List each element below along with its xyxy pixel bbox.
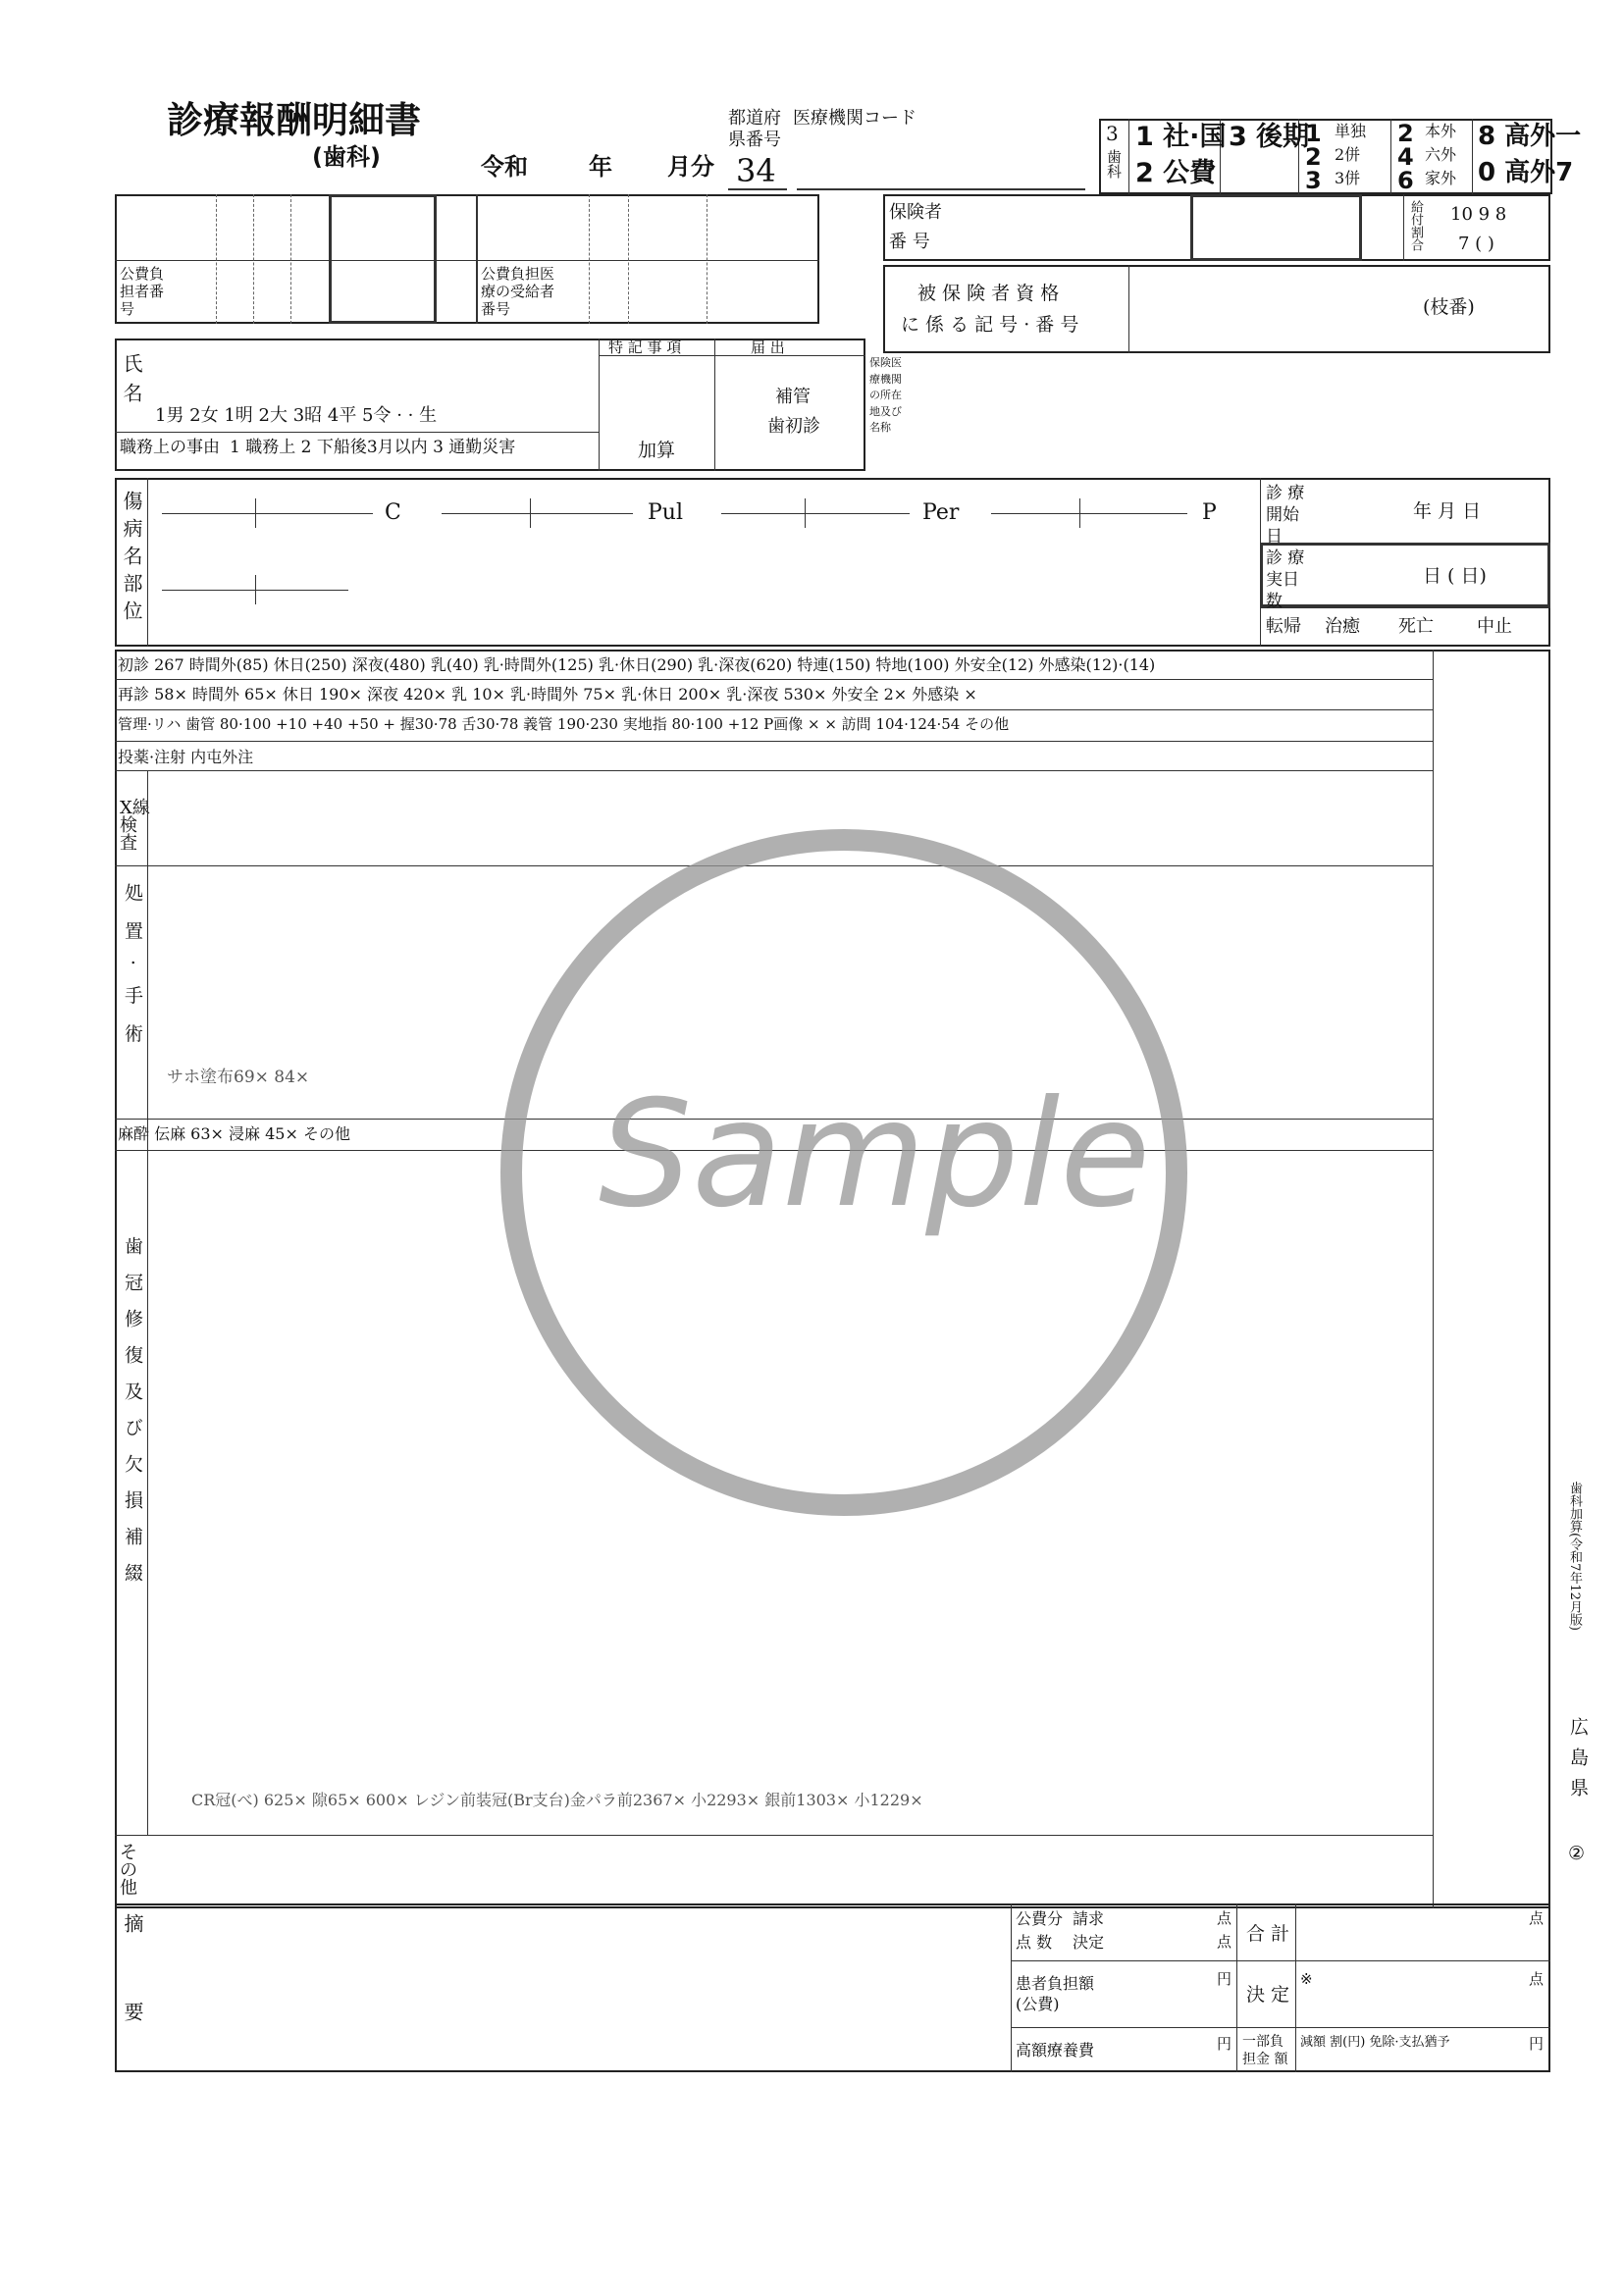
- row-divider: [115, 679, 1433, 680]
- xray-label: X線検査: [120, 798, 150, 854]
- tooth-cross: [255, 498, 256, 528]
- single-label-3: 3併: [1335, 169, 1361, 187]
- claim-label: 請求: [1073, 1909, 1105, 1928]
- tooth-line: [162, 513, 373, 514]
- outpatient-label-2: 六外: [1425, 145, 1457, 164]
- outpatient-3[interactable]: 6: [1397, 167, 1414, 194]
- outpatient-2[interactable]: 4: [1397, 143, 1414, 171]
- prefecture-label-2: 県番号: [728, 130, 781, 150]
- tooth-line: [991, 513, 1187, 514]
- start-date-label: 診 療 開始日: [1266, 484, 1305, 547]
- decision-label: 決定: [1073, 1933, 1105, 1952]
- insurance-option-2[interactable]: 2 公費: [1135, 158, 1217, 188]
- high-cost-label: 高額療養費: [1016, 2041, 1095, 2059]
- divider: [1236, 1903, 1237, 2072]
- divider: [1128, 265, 1129, 353]
- partial-label: 一部負担金 額: [1242, 2034, 1288, 2068]
- era-label: 令和: [481, 153, 528, 181]
- single-label-1: 単独: [1335, 122, 1367, 140]
- single-1[interactable]: 1: [1305, 120, 1322, 147]
- insured-label-2: に 係 る 記 号 · 番 号: [901, 314, 1079, 336]
- divider: [1390, 119, 1391, 194]
- remarks-label: 摘要: [121, 1913, 144, 2090]
- revisit-row[interactable]: 再診 58× 時間外 65× 休日 190× 深夜 420× 乳 10× 乳·時間外 75× 乳·休日 200× 乳·深夜 530× 外安全 2× 外感染 ×: [118, 685, 977, 704]
- location-label: 保険医療機関の所在地及び名称: [869, 356, 902, 434]
- divider: [1011, 1903, 1012, 2072]
- disease-pul[interactable]: Pul: [648, 500, 684, 525]
- divider: [147, 478, 148, 647]
- prefecture-side-label: 広島県: [1567, 1717, 1589, 1808]
- disease-p[interactable]: P: [1202, 500, 1217, 525]
- outcome-healed[interactable]: 治癒: [1325, 616, 1360, 637]
- single-label-2: 2併: [1335, 145, 1361, 164]
- outpatient-label-3: 家外: [1425, 169, 1457, 187]
- row-divider: [115, 1835, 1433, 1836]
- payer-number-field[interactable]: [329, 194, 437, 324]
- tooth-cross: [805, 498, 806, 528]
- public-expense-area: [115, 194, 819, 324]
- disease-per[interactable]: Per: [922, 500, 960, 525]
- patient-burden-label: 患者負担額(公費): [1016, 1974, 1095, 2013]
- recipient-label: 公費負担医療の受給者番号: [481, 265, 555, 318]
- prefecture-underline: [728, 188, 787, 190]
- divider: [589, 194, 590, 324]
- disease-label: 傷病名部位: [120, 491, 143, 628]
- circled-number: ②: [1568, 1843, 1586, 1864]
- payer-label: 公費負担者番号: [120, 265, 165, 318]
- branch-label: (枝番): [1423, 296, 1475, 318]
- institution-code-field[interactable]: [797, 188, 1085, 190]
- remarks-field[interactable]: [147, 1903, 1011, 2072]
- decision-point-unit: 点: [1217, 1933, 1232, 1951]
- outcome-stopped[interactable]: 中止: [1477, 616, 1512, 637]
- outcome-died[interactable]: 死亡: [1398, 616, 1434, 637]
- divider: [216, 194, 217, 324]
- outcome-label: 転帰: [1266, 616, 1301, 637]
- disease-c[interactable]: C: [385, 500, 401, 525]
- single-2[interactable]: 2: [1305, 143, 1322, 171]
- tooth-line: [442, 513, 633, 514]
- row-divider: [115, 770, 1433, 771]
- total-label: 合 計: [1246, 1923, 1290, 1945]
- divider: [714, 339, 715, 471]
- treatment-label: 処置·手術: [122, 883, 143, 1063]
- injection-row[interactable]: 投薬·注射 内屯外注: [118, 748, 254, 766]
- divider: [253, 194, 254, 324]
- divider: [115, 432, 599, 433]
- insurer-label: 保険者: [889, 202, 942, 223]
- treatment-other-items[interactable]: サホ塗布69× 84×: [167, 1068, 310, 1087]
- insured-label: 被 保 険 者 資 格: [917, 283, 1060, 304]
- reduction-label: 減額 割(円) 免除·支払猶予: [1300, 2035, 1450, 2050]
- burden-yen-unit: 円: [1217, 1970, 1232, 1988]
- divider: [1295, 1903, 1296, 2072]
- partial-yen-unit: 円: [1529, 2035, 1545, 2053]
- row-divider: [115, 709, 1433, 710]
- addition-note: 歯科加算(令和7年12月版): [1567, 1482, 1582, 1631]
- sex-birth-options[interactable]: 1男 2女 1明 2大 3昭 4平 5令 · · 生: [155, 405, 438, 426]
- dental-kanji: 歯科: [1105, 149, 1123, 179]
- grid-divider: [147, 770, 148, 1835]
- tooth-cross: [530, 498, 531, 528]
- other-label: その他: [120, 1843, 137, 1899]
- insurer-number-field[interactable]: [1190, 194, 1362, 261]
- dental-code: 3: [1106, 122, 1119, 145]
- elderly-option-1[interactable]: 8 高外一: [1478, 122, 1582, 151]
- year-label: 年: [589, 153, 612, 181]
- occupational-options[interactable]: 1 職務上 2 下船後3月以内 3 通勤災害: [230, 438, 516, 457]
- form-subtitle: (歯科): [312, 143, 381, 171]
- notice-option-1[interactable]: 補管: [775, 387, 811, 407]
- points-label: 点 数: [1016, 1933, 1053, 1952]
- sample-watermark: Sample: [599, 1069, 1151, 1240]
- outpatient-1[interactable]: 2: [1397, 120, 1414, 147]
- divider: [1472, 119, 1473, 194]
- treatment-days-field[interactable]: 日 ( 日): [1423, 565, 1487, 587]
- treatment-days-label: 診 療 実日数: [1266, 548, 1305, 612]
- start-date-field[interactable]: 年 月 日: [1413, 500, 1482, 522]
- prefecture-number: 34: [736, 152, 776, 189]
- divider: [1011, 2027, 1550, 2028]
- month-label: 月分: [667, 153, 714, 181]
- divider: [115, 260, 819, 261]
- benefit-other[interactable]: 7 ( ): [1458, 234, 1494, 254]
- single-3[interactable]: 3: [1305, 167, 1322, 194]
- decision2-label: 決 定: [1246, 1984, 1290, 2006]
- divider: [1128, 119, 1129, 194]
- prefecture-label: 都道府: [728, 108, 781, 129]
- addition-label: 加算: [638, 440, 676, 461]
- patient-name-field[interactable]: [149, 343, 596, 402]
- claim-point-unit: 点: [1217, 1909, 1232, 1927]
- tooth-cross: [1079, 498, 1080, 528]
- notice-label: 届 出: [751, 339, 785, 356]
- benefit-ratio-label: 給付割合: [1408, 200, 1423, 251]
- crown-label: 歯冠修復及び欠損補綴: [122, 1236, 143, 1599]
- occupational-label: 職務上の事由: [120, 438, 220, 457]
- row-divider: [115, 741, 1433, 742]
- divider: [1403, 194, 1404, 261]
- special-label: 特 記 事 項: [608, 339, 682, 356]
- divider: [599, 339, 600, 471]
- high-cost-yen-unit: 円: [1217, 2035, 1232, 2053]
- notice-option-2[interactable]: 歯初診: [767, 416, 820, 437]
- tooth-cross: [255, 575, 256, 604]
- form-title: 診療報酬明細書: [167, 99, 421, 141]
- divider: [628, 194, 629, 324]
- initial-visit-row[interactable]: 初診 267 時間外(85) 休日(250) 深夜(480) 乳(40) 乳·時間外(125) 乳·休日(290) 乳·深夜(620) 特連(150) 特地(100) 外安全(12) 外感染(12)·(14): [118, 655, 1156, 674]
- insurance-option-3[interactable]: 3 後期: [1229, 122, 1310, 152]
- tooth-line: [721, 513, 910, 514]
- public-label: 公費分: [1016, 1909, 1064, 1928]
- insurance-option-1[interactable]: 1 社·国: [1135, 122, 1227, 152]
- divider: [290, 194, 291, 324]
- outpatient-label-1: 本外: [1425, 122, 1457, 140]
- institution-code-label: 医療機関コード: [793, 108, 917, 129]
- other-fee-samples[interactable]: CR冠(べ) 625× 隙65× 600× レジン前装冠(Br支台)金パラ前2367× 小2293× 銀前1303× 小1229×: [191, 1791, 923, 1809]
- management-row[interactable]: 管理·リハ 歯管 80·100 +10 +40 +50 + 握30·78 舌30·78 義管 190·230 実地指 80·100 +12 P画像 × × 訪問 104·124·54 その他: [118, 715, 1010, 733]
- insurer-label-2: 番 号: [889, 232, 930, 252]
- divider: [476, 194, 478, 324]
- decision-point-unit-2: 点: [1529, 1970, 1545, 1988]
- elderly-option-2[interactable]: 0 高外7: [1478, 158, 1574, 187]
- star-mark: ※: [1300, 1970, 1313, 1988]
- divider: [1011, 1960, 1550, 1961]
- grid-right-divider: [1433, 650, 1434, 1908]
- benefit-values[interactable]: 10 9 8: [1450, 204, 1507, 225]
- name-label: 氏名: [120, 353, 143, 412]
- anesthesia-row[interactable]: 麻酔 伝麻 63× 浸麻 45× その他: [118, 1124, 350, 1143]
- total-point-unit: 点: [1529, 1909, 1545, 1927]
